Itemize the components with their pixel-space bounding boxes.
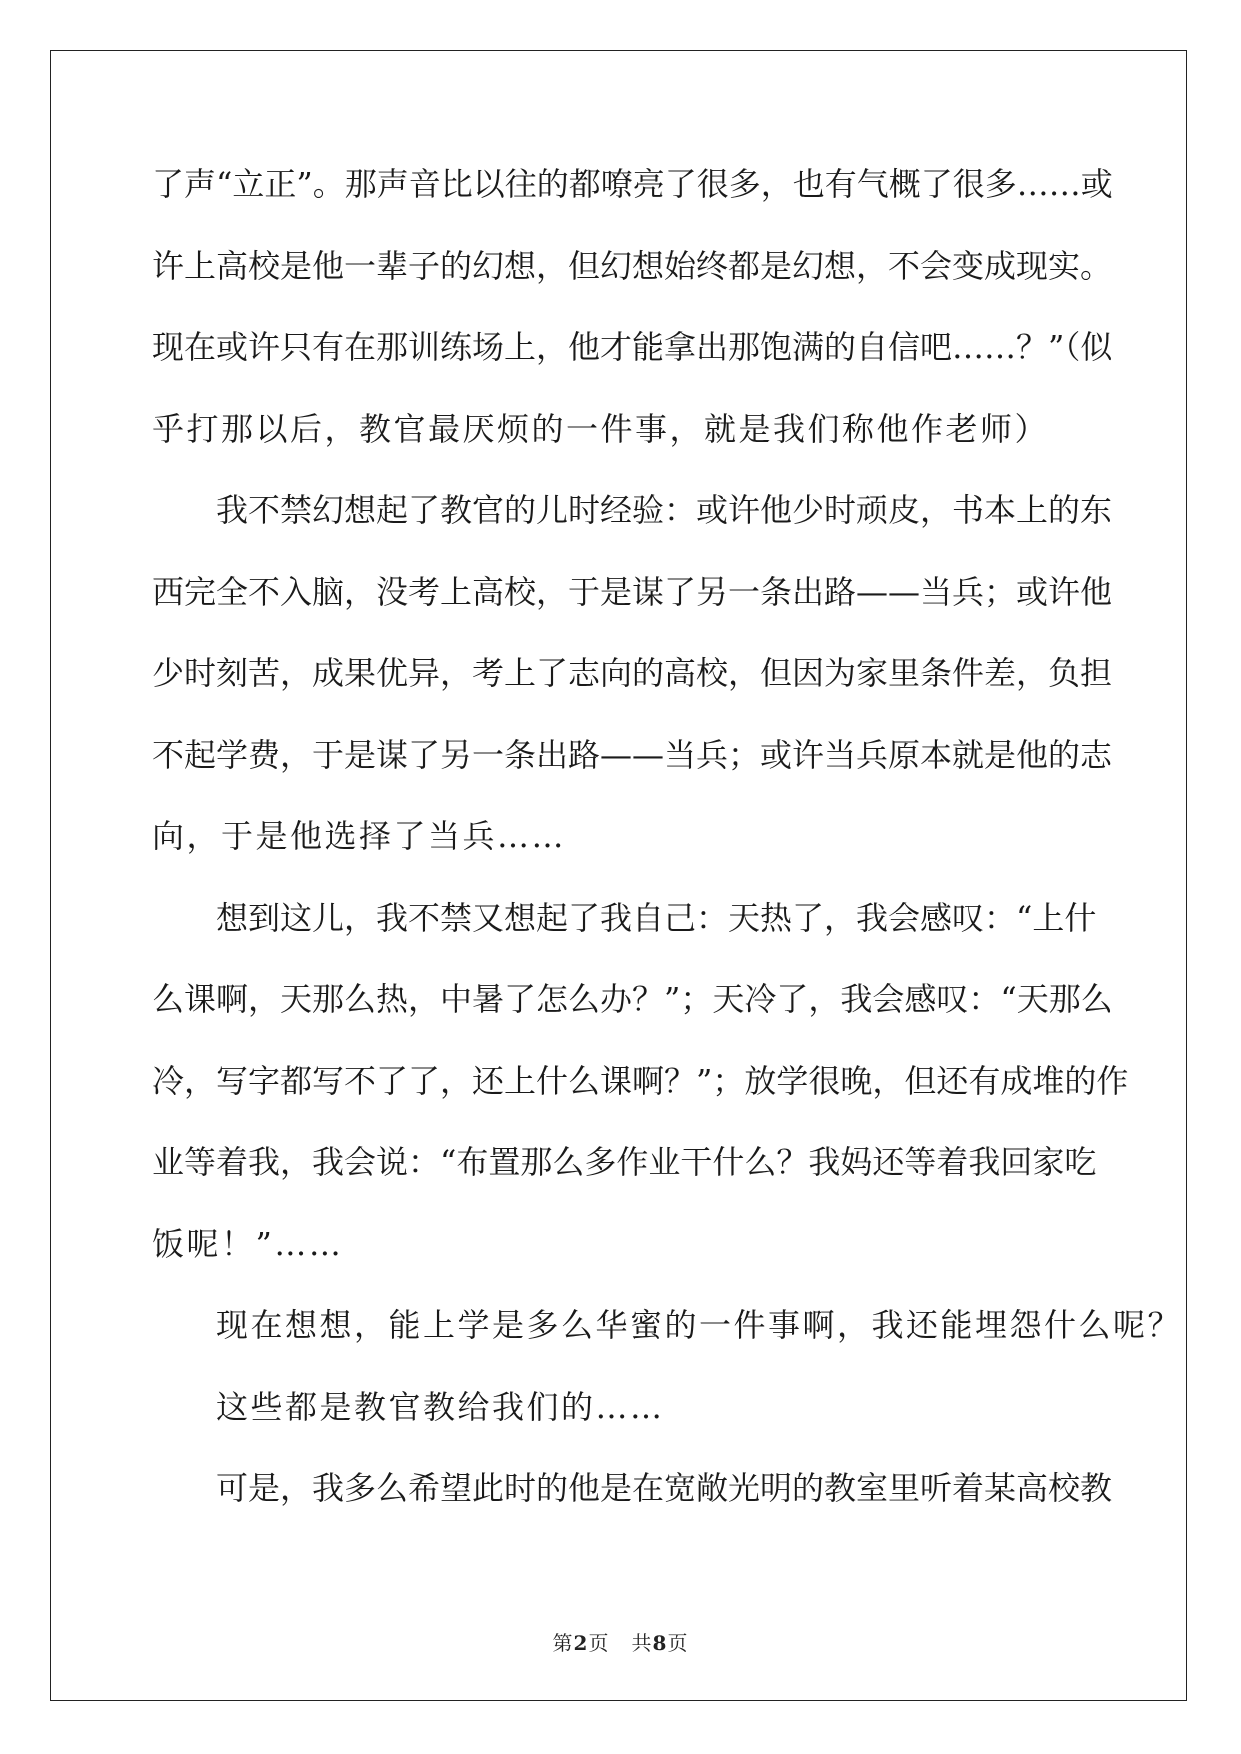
document-body [152,160,1183,1546]
paragraph-first-line: 可是，我多么希望此时的他是在宽敞光明的教室里听着某高校教 [216,1469,1113,1507]
total-suffix: 页 [667,1631,689,1655]
page-footer [0,1627,1241,1656]
paragraph-first-line: 想到这儿，我不禁又想起了我自己：天热了，我会感叹：“上什 [216,898,1097,937]
text-line: 冷，写字都写不了了，还上什么课啊？”；放学很晚，但还有成堆的作 [152,1061,1129,1100]
paragraph-first-line: 这些都是教官教给我们的…… [216,1387,665,1426]
text-line: 现在或许只有在那训练场上，他才能拿出那饱满的自信吧……？”（似 [152,328,1113,366]
text-line: 许上高校是他一辈子的幻想，但幻想始终都是幻想，不会变成现实。 [152,246,1113,285]
text-line: 饭呢！”…… [152,1224,344,1263]
text-line: 少时刻苦，成果优异，考上了志向的高校，但因为家里条件差，负担 [152,654,1113,692]
page-prefix: 第 [552,1631,574,1655]
total-pages: 8 [652,1631,668,1655]
text-line: 向，于是他选择了当兵…… [152,817,567,855]
text-line: 西完全不入脑，没考上高校，于是谋了另一条出路——当兵；或许他 [152,572,1113,611]
text-line: 业等着我，我会说：“布置那么多作业干什么？我妈还等着我回家吃 [152,1143,1097,1181]
text-line: 乎打那以后，教官最厌烦的一件事，就是我们称他作老师） [152,409,1050,448]
paragraph-first-line: 我不禁幻想起了教官的儿时经验：或许他少时顽皮，书本上的东 [216,491,1113,529]
total-prefix: 共 [631,1631,653,1655]
text-line: 不起学费，于是谋了另一条出路——当兵；或许当兵原本就是他的志 [152,735,1113,774]
text-line: 了声“立正”。那声音比以往的都嘹亮了很多，也有气概了很多……或 [152,165,1113,203]
page-suffix: 页 [588,1631,610,1655]
page-number: 2 [573,1631,589,1655]
paragraph-first-line: 现在想想，能上学是多么华蜜的一件事啊，我还能埋怨什么呢？ [216,1306,1183,1344]
text-line: 么课啊，天那么热，中暑了怎么办？”；天冷了，我会感叹：“天那么 [152,980,1113,1018]
